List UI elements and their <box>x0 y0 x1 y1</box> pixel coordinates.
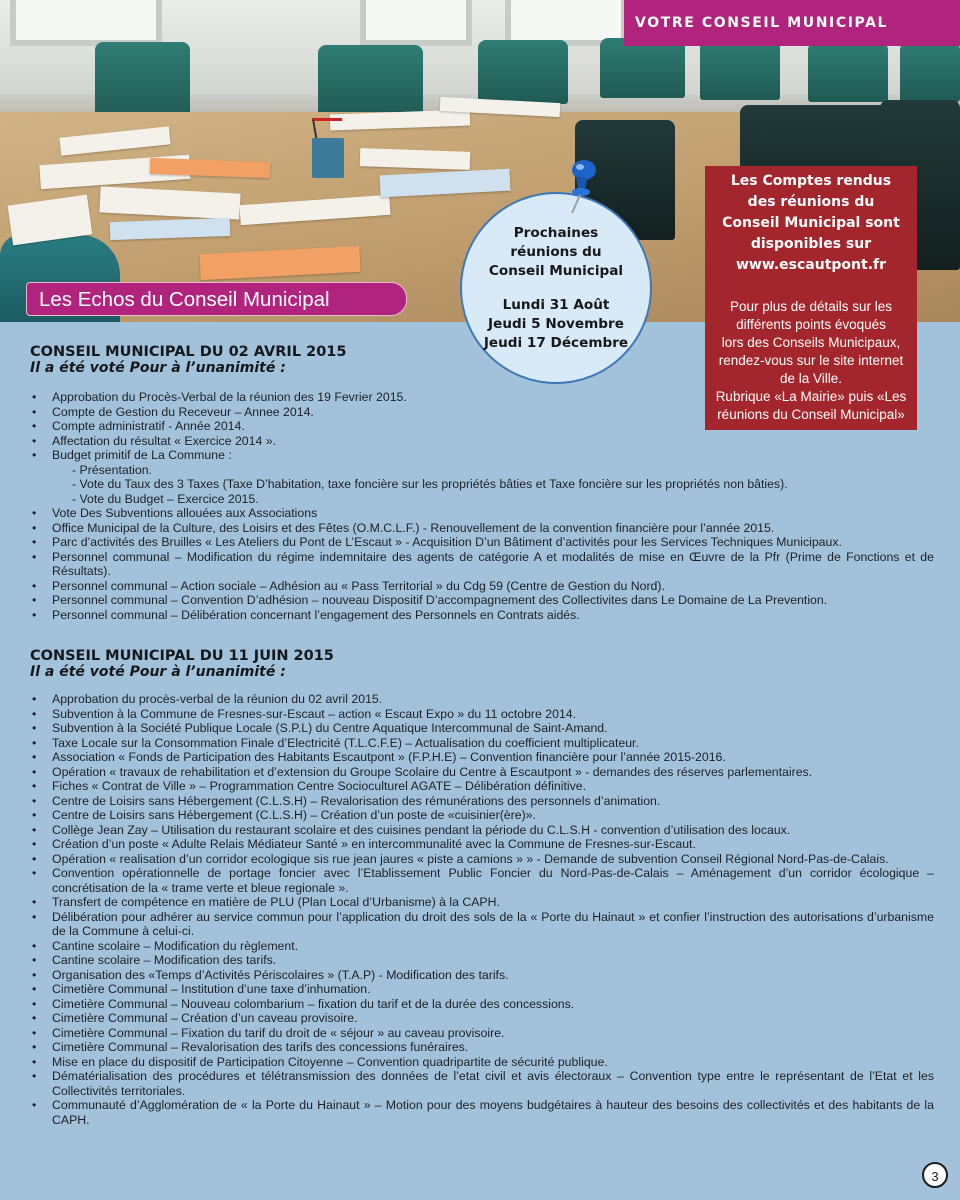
list-item: • Communauté d’Agglomération de « la Porte du Hainaut » – Motion pour des moyens budgétaires à hauteur des besoins des collectivités et des habitants de la CAPH. <box>30 1098 934 1127</box>
meeting-date: Jeudi 17 Décembre <box>483 335 629 351</box>
list-item: • Taxe Locale sur la Consommation Finale d’Electricité (T.L.C.F.E) – Actualisation du coefficient multiplicateur. <box>30 736 934 751</box>
list-item: • Personnel communal – Convention D’adhésion – nouveau Dispositif D’accompagnement des Collectivites dans Le Domaine de La Prevention. <box>30 593 934 608</box>
section-title: CONSEIL MUNICIPAL DU 11 JUIN 2015 <box>30 648 334 664</box>
info-title-line: Conseil Municipal sont <box>722 215 900 231</box>
next-meetings-title-line: réunions du <box>510 244 602 260</box>
list-item: • Fiches « Contrat de Ville » – Programmation Centre Socioculturel AGATE – Délibération définitive. <box>30 779 934 794</box>
section-banner <box>624 0 960 46</box>
section-title: CONSEIL MUNICIPAL DU 02 AVRIL 2015 <box>30 344 347 360</box>
list-item: • Compte de Gestion du Receveur – Annee 2014. <box>30 405 934 420</box>
info-text-line: réunions du Conseil Municipal» <box>717 407 905 422</box>
list-item: • Budget primitif de La Commune : <box>30 448 934 463</box>
april-decisions-list <box>30 390 934 622</box>
list-item: - Vote du Taux des 3 Taxes (Taxe D’habitation, taxe foncière sur les propriétés bâties et Taxe foncière sur les propriétés non bâties). <box>72 477 788 491</box>
next-meetings-title-line: Conseil Municipal <box>488 263 624 279</box>
list-item: • Cantine scolaire – Modification du règlement. <box>30 939 934 954</box>
page-number: 3 <box>922 1162 948 1188</box>
feature-title: Les Echos du Conseil Municipal <box>39 288 330 311</box>
list-item: • Personnel communal – Action sociale – Adhésion au « Pass Territorial » du Cdg 59 (Centre de Gestion du Nord). <box>30 579 934 594</box>
list-item: • Vote Des Subventions allouées aux Associations <box>30 506 934 521</box>
next-meetings-title <box>462 224 650 281</box>
info-text-line: différents points évoqués <box>736 317 886 332</box>
list-item: - Vote du Budget – Exercice 2015. <box>72 491 259 506</box>
list-item: • Personnel communal – Délibération concernant l’engagement des Personnels en Contrats aidés. <box>30 608 934 623</box>
list-item: • Office Municipal de la Culture, des Loisirs et des Fêtes (O.M.C.L.F.) - Renouvellement de la convention financière pour l’année 2015. <box>30 521 934 536</box>
list-item: • Dématérialisation des procédures et télétransmission des données de l’etat civil et avis électoraux – Convention type entre le représentant de l’Etat et les Collectivités territoriales. <box>30 1069 934 1098</box>
list-item: • Cimetière Communal – Nouveau colombarium – fixation du tarif et de la durée des concessions. <box>30 997 934 1012</box>
meeting-date: Lundi 31 Août <box>502 297 610 313</box>
info-text-line: de la Ville. <box>779 371 843 386</box>
next-meetings-title-line: Prochaines <box>513 225 599 241</box>
next-meetings-circle <box>460 192 652 384</box>
list-item: • Affectation du résultat « Exercice 2014 ». <box>30 434 934 449</box>
info-text-line: Rubrique «La Mairie» puis «Les <box>715 389 907 404</box>
list-item: • Association « Fonds de Participation des Habitants Escautpont » (F.P.H.E) – Convention financière pour l’année 2015-2016. <box>30 750 934 765</box>
list-item: • Approbation du Procès-Verbal de la réunion des 19 Fevrier 2015. <box>30 390 934 405</box>
list-item: • Centre de Loisirs sans Hébergement (C.L.S.H) – Création d’un poste de «cuisinier(ère)». <box>30 808 934 823</box>
list-item: • Opération « travaux de rehabilitation et d’extension du Groupe Scolaire du Centre à Escautpont » - demandes des réserves parlementaires. <box>30 765 934 780</box>
list-item: • Cantine scolaire – Modification des tarifs. <box>30 953 934 968</box>
section-label: VOTRE CONSEIL MUNICIPAL <box>635 15 889 31</box>
list-item: • Parc d’activités des Bruilles « Les Ateliers du Pont de L’Escaut » - Acquisition D’un Bâtiment d’activités pour les Services Techniques Municipaux. <box>30 535 934 550</box>
next-meetings-dates <box>462 296 650 353</box>
list-item: • Transfert de compétence en matière de PLU (Plan Local d’Urbanisme) à la CAPH. <box>30 895 934 910</box>
april-section-header <box>30 344 346 376</box>
june-decisions-list <box>30 692 934 1127</box>
list-item: • Collège Jean Zay – Utilisation du restaurant scolaire et des cuisines pendant la période du C.L.S.H - convention d’utilisation des locaux. <box>30 823 934 838</box>
list-item: • Subvention à la Commune de Fresnes-sur-Escaut – action « Escaut Expo » du 11 octobre 2014. <box>30 707 934 722</box>
list-item: • Opération « realisation d’un corridor ecologique sis rue jean jaures « piste a camions » » - Demande de subvention Conseil Régional Nord-Pas-de-Calais. <box>30 852 934 867</box>
info-text-line: rendez-vous sur le site internet <box>718 353 904 368</box>
list-item: - Présentation. <box>72 462 152 477</box>
list-item: • Cimetière Communal – Revalorisation des tarifs des concessions funéraires. <box>30 1040 934 1055</box>
list-item: • Approbation du procès-verbal de la réunion du 02 avril 2015. <box>30 692 934 707</box>
list-item: • Cimetière Communal – Fixation du tarif du droit de « séjour » au caveau provisoire. <box>30 1026 934 1041</box>
push-pin-icon <box>560 158 600 214</box>
list-item: • Organisation des «Temps d’Activités Périscolaires » (T.A.P) - Modification des tarifs. <box>30 968 934 983</box>
list-item: • Compte administratif - Année 2014. <box>30 419 934 434</box>
list-item: • Cimetière Communal – Création d’un caveau provisoire. <box>30 1011 934 1026</box>
june-section-header <box>30 648 334 680</box>
info-title-line: Les Comptes rendus <box>730 173 892 189</box>
list-item: • Subvention à la Société Publique Locale (S.P.L) du Centre Aquatique Intercommunal de Saint-Amand. <box>30 721 934 736</box>
list-item: • Centre de Loisirs sans Hébergement (C.L.S.H) – Revalorisation des rémunérations des personnels d’animation. <box>30 794 934 809</box>
meeting-date: Jeudi 5 Novembre <box>488 316 624 332</box>
list-item: • Mise en place du dispositif de Participation Citoyenne – Convention quadripartite de sécurité publique. <box>30 1055 934 1070</box>
website-link[interactable]: www.escautpont.fr <box>735 257 887 273</box>
list-item: • Personnel communal – Modification du régime indemnitaire des agents de catégorie A et modalités de mise en Œuvre de la Pfr (Prime de Fonctions et de Résultats). <box>30 550 934 579</box>
info-text-line: lors des Conseils Municipaux, <box>721 335 901 350</box>
list-item: • Délibération pour adhérer au service commun pour l’application du droit des sols de la « Porte du Hainaut » et confier l’instruction des autorisations d’urbanisme de la Commune à celui-ci. <box>30 910 934 939</box>
info-title-line: disponibles sur <box>750 236 872 252</box>
list-item: • Cimetière Communal – Institution d’une taxe d’inhumation. <box>30 982 934 997</box>
info-title-line: des réunions du <box>747 194 875 210</box>
list-item: • Création d’un poste « Adulte Relais Médiateur Santé » en intercommunalité avec la Commune de Fresnes-sur-Escaut. <box>30 837 934 852</box>
section-subtitle: Il a été voté Pour à l’unanimité : <box>30 360 286 376</box>
minutes-info-title <box>705 171 917 276</box>
feature-title-pill <box>26 282 407 316</box>
list-item: • Convention opérationnelle de portage foncier avec l’Etablissement Public Foncier du Nord-Pas-de-Calais – Aménagement d’un corridor écologique – concrétisation de la « trame verte et bleue regionale ». <box>30 866 934 895</box>
info-text-line: Pour plus de détails sur les <box>729 299 893 314</box>
section-subtitle: Il a été voté Pour à l’unanimité : <box>30 664 286 680</box>
